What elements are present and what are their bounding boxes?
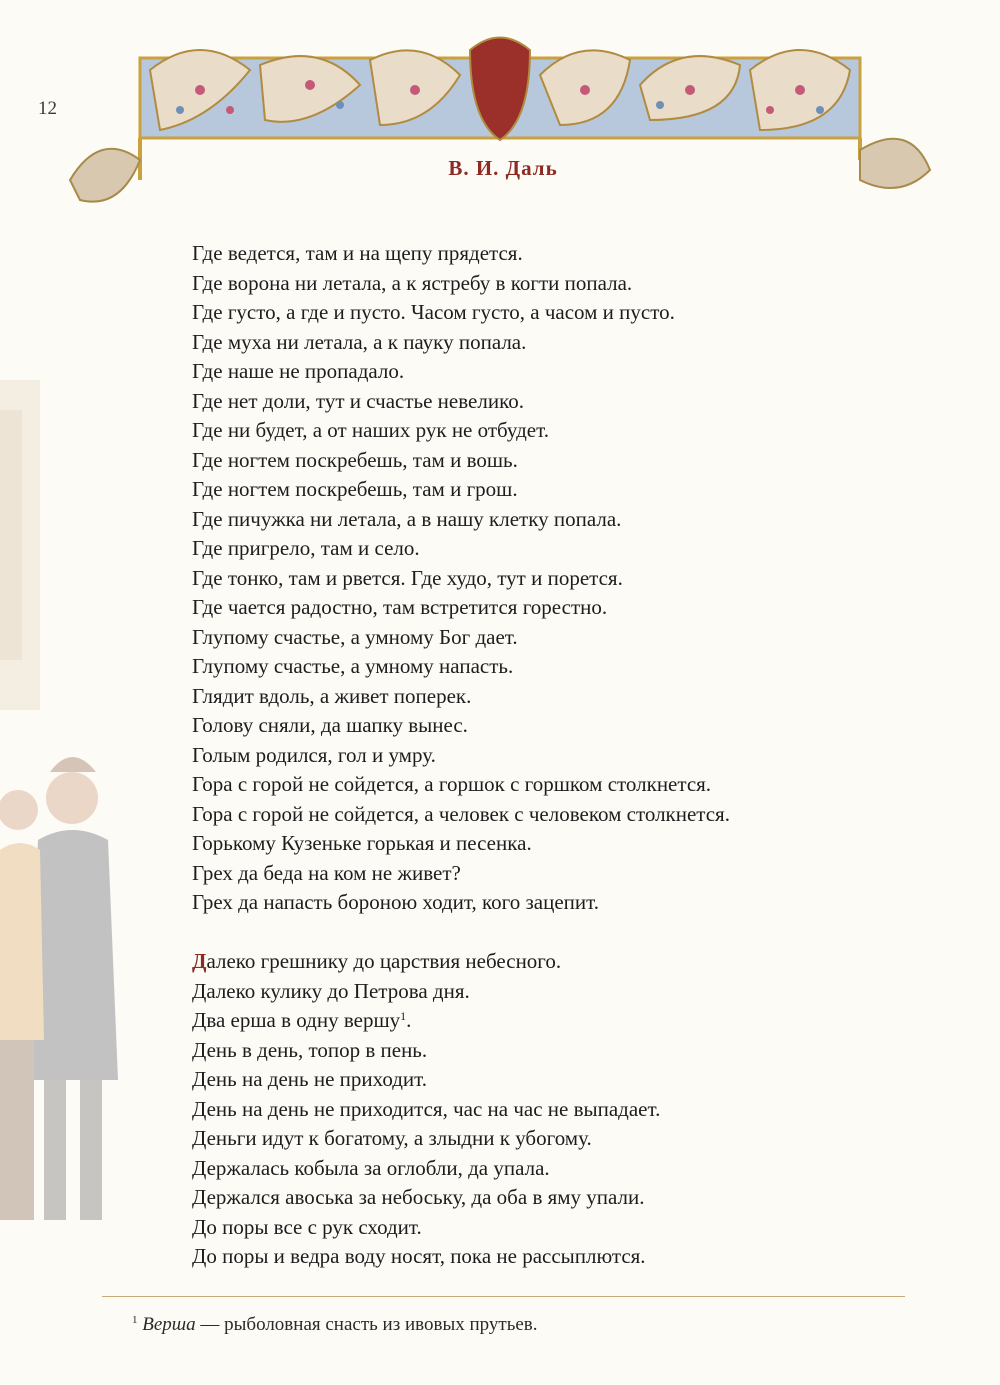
list-item: Где ворона ни летала, а к ястребу в когти попала.	[192, 270, 633, 295]
list-item: Где муха ни летала, а к пауку попала.	[192, 329, 527, 354]
list-item-text: Два ерша в одну вершу	[192, 1008, 401, 1032]
list-item: Где пригрело, там и село.	[192, 536, 420, 560]
list-item: Где ногтем поскребешь, там и грош.	[192, 477, 518, 501]
list-item: Где густо, а где и пусто. Часом густо, а часом и пусто.	[192, 300, 675, 324]
figures-illustration-icon	[0, 380, 150, 1280]
list-item: Горькому Кузеньке горькая и песенка.	[192, 831, 532, 855]
list-item-text: .	[406, 1008, 412, 1032]
footnote-term: Верша	[142, 1314, 196, 1335]
list-item: Гора с горой не сойдется, а горшок с горшком столкнется.	[192, 772, 712, 796]
footnote-definition: — рыболовная снасть из ивовых прутьев.	[195, 1314, 538, 1335]
list-item: Где ногтем поскребешь, там и вошь.	[192, 447, 518, 472]
list-item: До поры все с рук сходит.	[192, 1214, 422, 1239]
list-item: Голым родился, гол и умру.	[192, 742, 436, 767]
footnote	[132, 1314, 538, 1336]
list-item: Где чается радостно, там встретится горестно.	[192, 595, 608, 619]
footnote-marker: 1	[400, 1009, 407, 1023]
footnote-marker: 1	[132, 1314, 138, 1326]
list-item	[192, 1006, 912, 1036]
list-item: День на день не приходит.	[192, 1067, 427, 1091]
initial-letter: Д	[192, 949, 207, 973]
list-item: Где наше не пропадало.	[192, 359, 405, 383]
list-item-text: алеко грешнику до царствия небесного.	[206, 949, 562, 973]
list-item: Деньги идут к богатому, а злыдни к убогому.	[192, 1126, 592, 1150]
list-item: Голову сняли, да шапку вынес.	[192, 713, 468, 737]
list-item: Грех да беда на ком не живет?	[192, 860, 461, 885]
list-item: Далеко кулику до Петрова дня.	[192, 978, 470, 1003]
list-item: До поры и ведра воду носят, пока не рассыплются.	[192, 1244, 646, 1268]
running-title: В. И. Даль	[448, 156, 558, 180]
footnote-divider	[102, 1296, 905, 1297]
list-item: Глупому счастье, а умному напасть.	[192, 654, 514, 678]
list-item: Держался авоська за небоську, да оба в яму упали.	[192, 1185, 645, 1209]
list-item: Гора с горой не сойдется, а человек с человеком столкнется.	[192, 801, 730, 826]
list-item: Где нет доли, тут и счастье невелико.	[192, 388, 524, 413]
list-item: Глядит вдоль, а живет поперек.	[192, 683, 472, 708]
list-item	[192, 947, 912, 977]
list-item: Грех да напасть бороною ходит, кого зацепит.	[192, 890, 599, 914]
proverb-list	[192, 239, 912, 1272]
list-item: Где тонко, там и рвется. Где худо, тут и порется.	[192, 565, 623, 590]
list-item: Держалась кобыла за оглобли, да упала.	[192, 1155, 550, 1180]
list-item: Глупому счастье, а умному Бог дает.	[192, 624, 518, 649]
list-item: Где пичужка ни летала, а в нашу клетку попала.	[192, 506, 622, 531]
list-item: Где ни будет, а от наших рук не отбудет.	[192, 418, 549, 442]
list-item: День на день не приходится, час на час не выпадает.	[192, 1096, 661, 1121]
list-item: Где ведется, там и на щепу прядется.	[192, 241, 523, 265]
page-number: 12	[38, 98, 57, 119]
list-item: День в день, топор в пень.	[192, 1037, 428, 1062]
floral-ornament-icon	[60, 30, 940, 230]
section-gap	[192, 918, 912, 948]
